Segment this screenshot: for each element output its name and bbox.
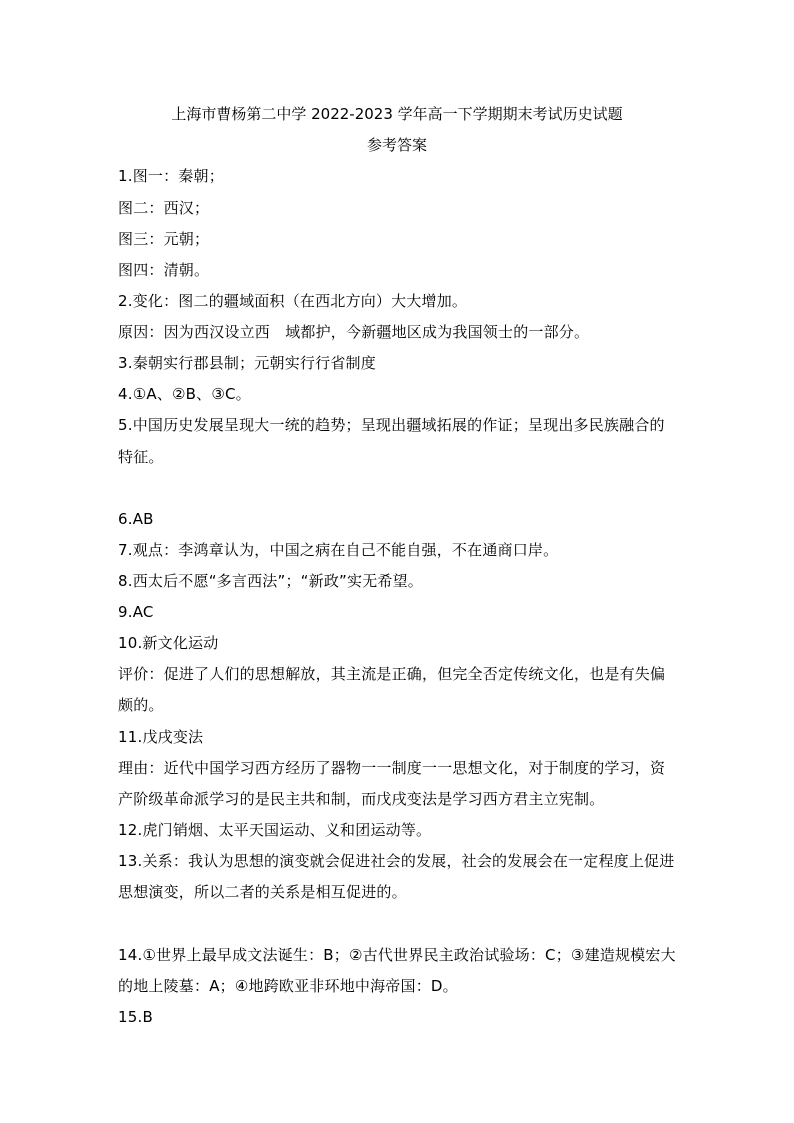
answer-line: 4.①A、②B、③C。 [118,385,251,403]
document-title: 上海市曹杨第二中学 2022-2023 学年高一下学期期末考试历史试题 [171,105,623,123]
answer-line: 7.观点：李鸿章认为，中国之病在自己不能自强，不在通商口岸。 [118,541,559,559]
answer-line: 评价：促进了人们的思想解放，其主流是正确，但完全否定传统文化，也是有失偏 [118,665,666,683]
answer-line: 2.变化：图二的疆域面积（在西北方向）大大增加。 [118,292,468,310]
answer-line: 11.戊戌变法 [118,728,204,746]
answer-line: 理由：近代中国学习西方经历了器物一一制度一一思想文化，对于制度的学习，资 [118,759,666,777]
answer-line: 15.B [118,1008,153,1026]
answer-line: 13.关系：我认为思想的演变就会促进社会的发展，社会的发展会在一定程度上促进 [118,852,675,870]
answer-line: 图三：元朝； [118,230,210,248]
answer-line: 特征。 [118,448,164,466]
answer-line: 12.虎门销烟、太平天国运动、义和团运动等。 [118,821,432,839]
answer-line: 6.AB [118,510,154,528]
answer-line: 1.图一：秦朝； [118,167,224,185]
answer-line: 产阶级革命派学习的是民主共和制，而戊戌变法是学习西方君主立宪制。 [118,790,605,808]
document-subtitle: 参考答案 [366,136,427,154]
answer-line: 原因：因为西汉设立西 域都护，今新疆地区成为我国领士的一部分。 [118,323,590,341]
answer-line: 的地上陵墓：A；④地跨欧亚非环地中海帝国：D。 [118,977,458,995]
answer-line: 10.新文化运动 [118,634,219,652]
answer-line: 3.秦朝实行郡县制；元朝实行行省制度 [118,354,376,372]
answer-line: 图四：清朝。 [118,261,210,279]
answer-line: 9.AC [118,603,154,621]
answer-line: 5.中国历史发展呈现大一统的趋势；呈现出疆域拓展的作证；呈现出多民族融合的 [118,416,665,434]
answer-line: 思想演变，所以二者的关系是相互促进的。 [118,883,407,901]
answer-line: 图二：西汉； [118,199,210,217]
answer-line: 8.西太后不愿“多言西法”；“新政”实无希望。 [118,572,423,590]
answer-line: 14.①世界上最早成文法诞生：B；②古代世界民主政治试验场：C；③建造规模宏大 [118,946,676,964]
answer-line: 颇的。 [118,696,164,714]
